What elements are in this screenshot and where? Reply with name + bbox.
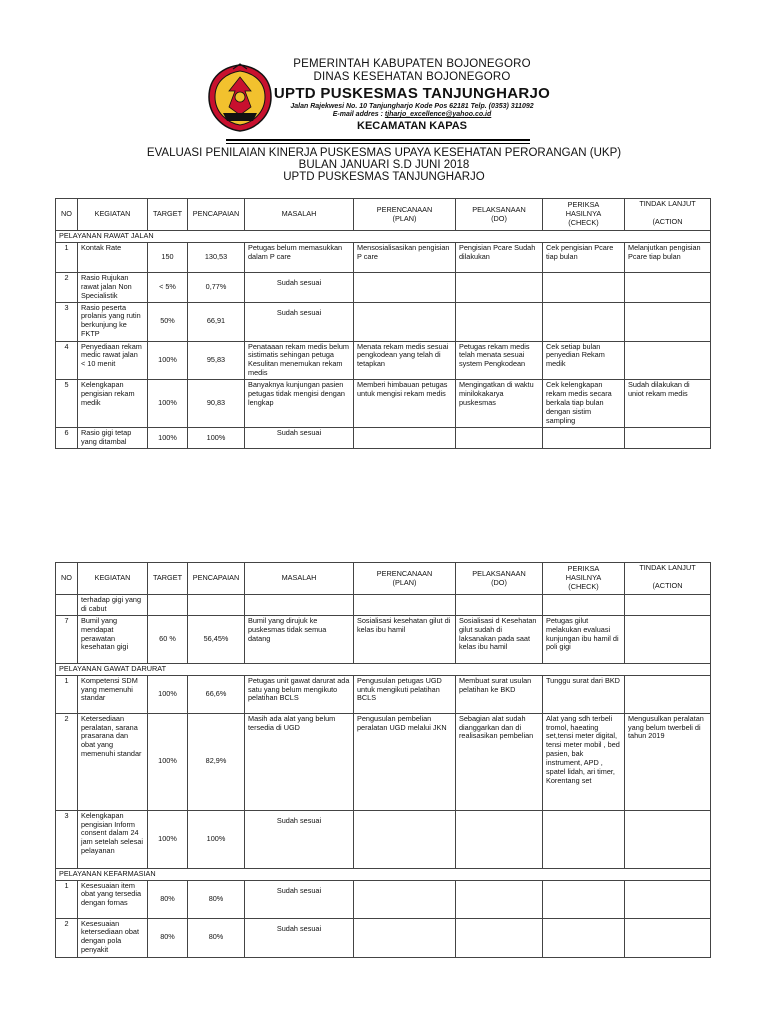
table-cell	[625, 918, 711, 957]
table-cell: 4	[56, 341, 78, 380]
table-cell: 100%	[148, 713, 188, 810]
section-row-rawat-jalan	[56, 231, 711, 243]
table-cell: Tunggu surat dari BKD	[543, 675, 625, 713]
table-cell	[245, 595, 354, 616]
table-cell	[625, 302, 711, 341]
table-cell: Memberi himbauan petugas untuk mengisi rekam medis	[354, 380, 456, 428]
header-label-part: HASILNYA	[565, 209, 602, 219]
table-cell	[543, 810, 625, 868]
letterhead-institution: UPTD PUSKESMAS TANJUNGHARJO	[273, 85, 551, 102]
table-row-continued	[56, 595, 711, 616]
header-label-part: (PLAN)	[392, 213, 417, 223]
table-cell: 6	[56, 428, 78, 449]
letterhead-district: KECAMATAN KAPAS	[357, 120, 467, 132]
table-cell: Mensosialisasikan pengisian P care	[354, 242, 456, 272]
table-row	[56, 380, 711, 428]
table-cell: PELAYANAN KEFARMASIAN	[56, 868, 711, 880]
table-cell	[56, 595, 78, 616]
table-cell: Mengusulkan peralatan yang belum twerbeli di tahun 2019	[625, 713, 711, 810]
table-row	[56, 918, 711, 957]
table-cell: 60 %	[148, 615, 188, 663]
table-cell	[188, 595, 245, 616]
table-cell: 100%	[148, 810, 188, 868]
table-cell: 130,53	[188, 242, 245, 272]
header-label-part: PELAKSANAAN	[472, 204, 526, 214]
table-cell	[148, 595, 188, 616]
table-cell: 1	[56, 880, 78, 918]
header-label-part: TINDAK LANJUT	[639, 199, 696, 208]
header-label-part: (DO)	[491, 213, 507, 223]
header-label-part: (CHECK)	[568, 217, 599, 227]
header-target: TARGET	[148, 563, 188, 595]
table-cell: 90,83	[188, 380, 245, 428]
table-cell: Penyediaan rekam medic rawat jalan < 10 menit	[78, 341, 148, 380]
table-cell	[543, 595, 625, 616]
table-cell	[456, 918, 543, 957]
table-cell: 80%	[188, 880, 245, 918]
table-cell	[625, 428, 711, 449]
table-cell: Petugas unit gawat darurat ada satu yang belum mengikuto pelatihan BCLS	[245, 675, 354, 713]
table-cell: PELAYANAN GAWAT DARURAT	[56, 663, 711, 675]
document-period: BULAN JANUARI S.D JUNI 2018	[298, 159, 470, 171]
table-cell	[354, 880, 456, 918]
table-cell	[354, 595, 456, 616]
header-label-part: (ACTION	[652, 580, 683, 590]
table-cell: 5	[56, 380, 78, 428]
header-label-part: (PLAN)	[392, 577, 417, 587]
table-cell: 150	[148, 242, 188, 272]
table-cell: Ketersediaan peralatan, sarana prasarana dan obat yang memenuhi standar	[78, 713, 148, 810]
table-cell: Sudah dilakukan di uniot rekam medis	[625, 380, 711, 428]
table-cell: Kesesuaian item obat yang tersedia dengan fornas	[78, 880, 148, 918]
table-row	[56, 675, 711, 713]
header-label-part: PERIKSA	[567, 200, 600, 210]
table-cell: Pengusulan pembelian peralatan UGD melalui JKN	[354, 713, 456, 810]
document-unit: UPTD PUSKESMAS TANJUNGHARJO	[283, 171, 485, 183]
table-cell	[354, 302, 456, 341]
table-cell: 1	[56, 675, 78, 713]
table-cell: 0,77%	[188, 272, 245, 302]
table-row	[56, 341, 711, 380]
table-cell: Sudah sesuai	[245, 810, 354, 868]
table-cell: 66,91	[188, 302, 245, 341]
letterhead-email-line	[262, 111, 562, 118]
table-cell	[625, 272, 711, 302]
table-row	[56, 302, 711, 341]
header-periksa	[543, 199, 625, 231]
header-label-part: (DO)	[491, 577, 507, 587]
table-cell	[625, 810, 711, 868]
table-row	[56, 713, 711, 810]
letterhead-department: DINAS KESEHATAN BOJONEGORO	[313, 71, 511, 83]
section-row-kefarmasian	[56, 868, 711, 880]
table-cell: Rasio Rujukan rawat jalan Non Specialistik	[78, 272, 148, 302]
table-cell: Membuat surat usulan pelatihan ke BKD	[456, 675, 543, 713]
table-cell: 3	[56, 810, 78, 868]
header-label-part: PERENCANAAN	[376, 204, 433, 214]
table-cell: Kesesuaian ketersediaan obat dengan pola penyakit	[78, 918, 148, 957]
table-cell: 50%	[148, 302, 188, 341]
table-cell	[543, 918, 625, 957]
table-cell: Sudah sesuai	[245, 880, 354, 918]
section-row-gawat-darurat	[56, 663, 711, 675]
table-cell: Sudah sesuai	[245, 428, 354, 449]
table-cell: terhadap gigi yang di cabut	[78, 595, 148, 616]
table-row	[56, 615, 711, 663]
table-cell: 1	[56, 242, 78, 272]
header-pencapaian: PENCAPAIAN	[188, 199, 245, 231]
table-cell	[543, 880, 625, 918]
table-cell	[543, 302, 625, 341]
letterhead-government: PEMERINTAH KABUPATEN BOJONEGORO	[293, 58, 531, 70]
header-kegiatan: KEGIATAN	[78, 563, 148, 595]
letterhead-thick-rule	[226, 139, 530, 141]
evaluation-table-page-1	[55, 198, 711, 449]
table-cell: 2	[56, 272, 78, 302]
table-row	[56, 880, 711, 918]
header-label-part: TINDAK LANJUT	[639, 563, 696, 572]
header-perencanaan	[354, 199, 456, 231]
table-cell	[543, 272, 625, 302]
table-cell: Pengusulan petugas UGD untuk mengikuti pelatihan BCLS	[354, 675, 456, 713]
header-pelaksanaan	[456, 563, 543, 595]
document-title: EVALUASI PENILAIAN KINERJA PUSKESMAS UPAYA KESEHATAN PERORANGAN (UKP)	[146, 147, 622, 159]
table-cell	[456, 428, 543, 449]
table-cell: Masih ada alat yang belum tersedia di UGD	[245, 713, 354, 810]
header-tindak-lanjut	[625, 199, 711, 231]
header-kegiatan: KEGIATAN	[78, 199, 148, 231]
header-label-part: (CHECK)	[568, 581, 599, 591]
table-cell: 100%	[148, 380, 188, 428]
table-cell: Sosialisasi d Kesehatan gilut sudah di laksanakan pada saat kelas ibu hamil	[456, 615, 543, 663]
letterhead-address: Jalan Rajekwesi No. 10 Tanjungharjo Kode Pos 62181 Telp. (0353) 311092	[290, 103, 534, 110]
table-cell: Kelengkapan pengisian Inform consent dalam 24 jam setelah selesai pelayanan	[78, 810, 148, 868]
table-cell: Kompetensi SDM yang memenuhi standar	[78, 675, 148, 713]
header-no: NO	[56, 199, 78, 231]
table-cell: 100%	[148, 675, 188, 713]
table-cell: 2	[56, 713, 78, 810]
table-cell: Cek pengisian Pcare tiap bulan	[543, 242, 625, 272]
table-cell: Petugas gilut melakukan evaluasi kunjungan ibu hamil di poli gigi	[543, 615, 625, 663]
header-no: NO	[56, 563, 78, 595]
table-cell: 95,83	[188, 341, 245, 380]
table-cell: 2	[56, 918, 78, 957]
table-cell: Sudah sesuai	[245, 272, 354, 302]
table-cell: 82,9%	[188, 713, 245, 810]
table-cell: Rasio gigi tetap yang ditambal	[78, 428, 148, 449]
table-cell: Sudah sesuai	[245, 302, 354, 341]
header-pelaksanaan	[456, 199, 543, 231]
table-cell: Kelengkapan pengisian rekam medik	[78, 380, 148, 428]
table-cell	[456, 880, 543, 918]
header-target: TARGET	[148, 199, 188, 231]
table-cell: Kontak Rate	[78, 242, 148, 272]
table-cell	[625, 341, 711, 380]
table-cell: Sudah sesuai	[245, 918, 354, 957]
header-label-part: (ACTION	[652, 216, 683, 226]
table-cell: Pengisian Pcare Sudah dilakukan	[456, 242, 543, 272]
table-cell: Cek kelengkapan rekam medis secara berkala tiap bulan dengan sistim sampling	[543, 380, 625, 428]
table-cell	[456, 272, 543, 302]
table-cell: PELAYANAN RAWAT JALAN	[56, 231, 711, 243]
header-label-part: PERENCANAAN	[376, 568, 433, 578]
table-cell	[456, 302, 543, 341]
header-masalah: MASALAH	[245, 563, 354, 595]
header-masalah: MASALAH	[245, 199, 354, 231]
table-cell: Bumil yang mendapat perawatan kesehatan gigi	[78, 615, 148, 663]
table-cell: Melanjutkan pengisian Pcare tiap bulan	[625, 242, 711, 272]
table-cell: Rasio peserta prolanis yang rutin berkunjung ke FKTP	[78, 302, 148, 341]
header-periksa	[543, 563, 625, 595]
table-cell	[456, 810, 543, 868]
table-cell: 56,45%	[188, 615, 245, 663]
table-cell: Menata rekam medis sesuai pengkodean yang telah di tetapkan	[354, 341, 456, 380]
table-cell	[456, 595, 543, 616]
table-cell	[354, 272, 456, 302]
table-header-row	[56, 199, 711, 231]
table-row	[56, 428, 711, 449]
table-cell	[354, 810, 456, 868]
header-pencapaian: PENCAPAIAN	[188, 563, 245, 595]
table-cell	[625, 880, 711, 918]
table-cell	[625, 675, 711, 713]
table-row	[56, 810, 711, 868]
table-cell: 66,6%	[188, 675, 245, 713]
table-cell: Alat yang sdh terbeli tromol, haeating set,tensi meter digital, tensi meter mobil , bed pasien, bak instrument, APD , spatel lidah, ari timer, Korentang set	[543, 713, 625, 810]
table-cell	[354, 428, 456, 449]
table-cell: Mengingatkan di waktu minilokakarya puskesmas	[456, 380, 543, 428]
header-label-part: PELAKSANAAN	[472, 568, 526, 578]
table-cell: Bumil yang dirujuk ke puskesmas tidak semua datang	[245, 615, 354, 663]
email-label: E-mail addres :	[332, 111, 385, 118]
table-cell: 7	[56, 615, 78, 663]
email-address: tjharjo_excellence@yahoo.co.id	[384, 111, 492, 118]
evaluation-table-page-2	[55, 562, 711, 958]
table-cell: Penataaan rekam medis belum sistimatis sehingan petuga Kesulitan menemukan rekam medis	[245, 341, 354, 380]
header-label-part: PERIKSA	[567, 564, 600, 574]
table-cell: 100%	[188, 428, 245, 449]
table-cell	[354, 918, 456, 957]
table-cell: < 5%	[148, 272, 188, 302]
table-row	[56, 242, 711, 272]
table-cell	[625, 595, 711, 616]
table-cell: Sebagian alat sudah dianggarkan dan di realisasikan pembelian	[456, 713, 543, 810]
table-header-row	[56, 563, 711, 595]
table-cell: 80%	[188, 918, 245, 957]
letterhead-thin-rule	[226, 143, 530, 144]
table-cell: Petugas rekam medis telah menata sesuai system Pengkodean	[456, 341, 543, 380]
table-cell: Banyaknya kunjungan pasien petugas tidak mengisi dengan lengkap	[245, 380, 354, 428]
header-label-part: HASILNYA	[565, 573, 602, 583]
header-tindak-lanjut	[625, 563, 711, 595]
table-cell: 80%	[148, 918, 188, 957]
table-cell: 100%	[188, 810, 245, 868]
table-cell: 100%	[148, 428, 188, 449]
table-cell: Sosialisasi kesehatan gilut di kelas ibu hamil	[354, 615, 456, 663]
table-cell: 100%	[148, 341, 188, 380]
table-cell	[543, 428, 625, 449]
table-row	[56, 272, 711, 302]
table-cell: Cek setiap bulan penyedian Rekam medik	[543, 341, 625, 380]
table-cell: Petugas belum memasukkan dalam P care	[245, 242, 354, 272]
table-cell	[625, 615, 711, 663]
header-perencanaan	[354, 563, 456, 595]
table-cell: 80%	[148, 880, 188, 918]
table-cell: 3	[56, 302, 78, 341]
